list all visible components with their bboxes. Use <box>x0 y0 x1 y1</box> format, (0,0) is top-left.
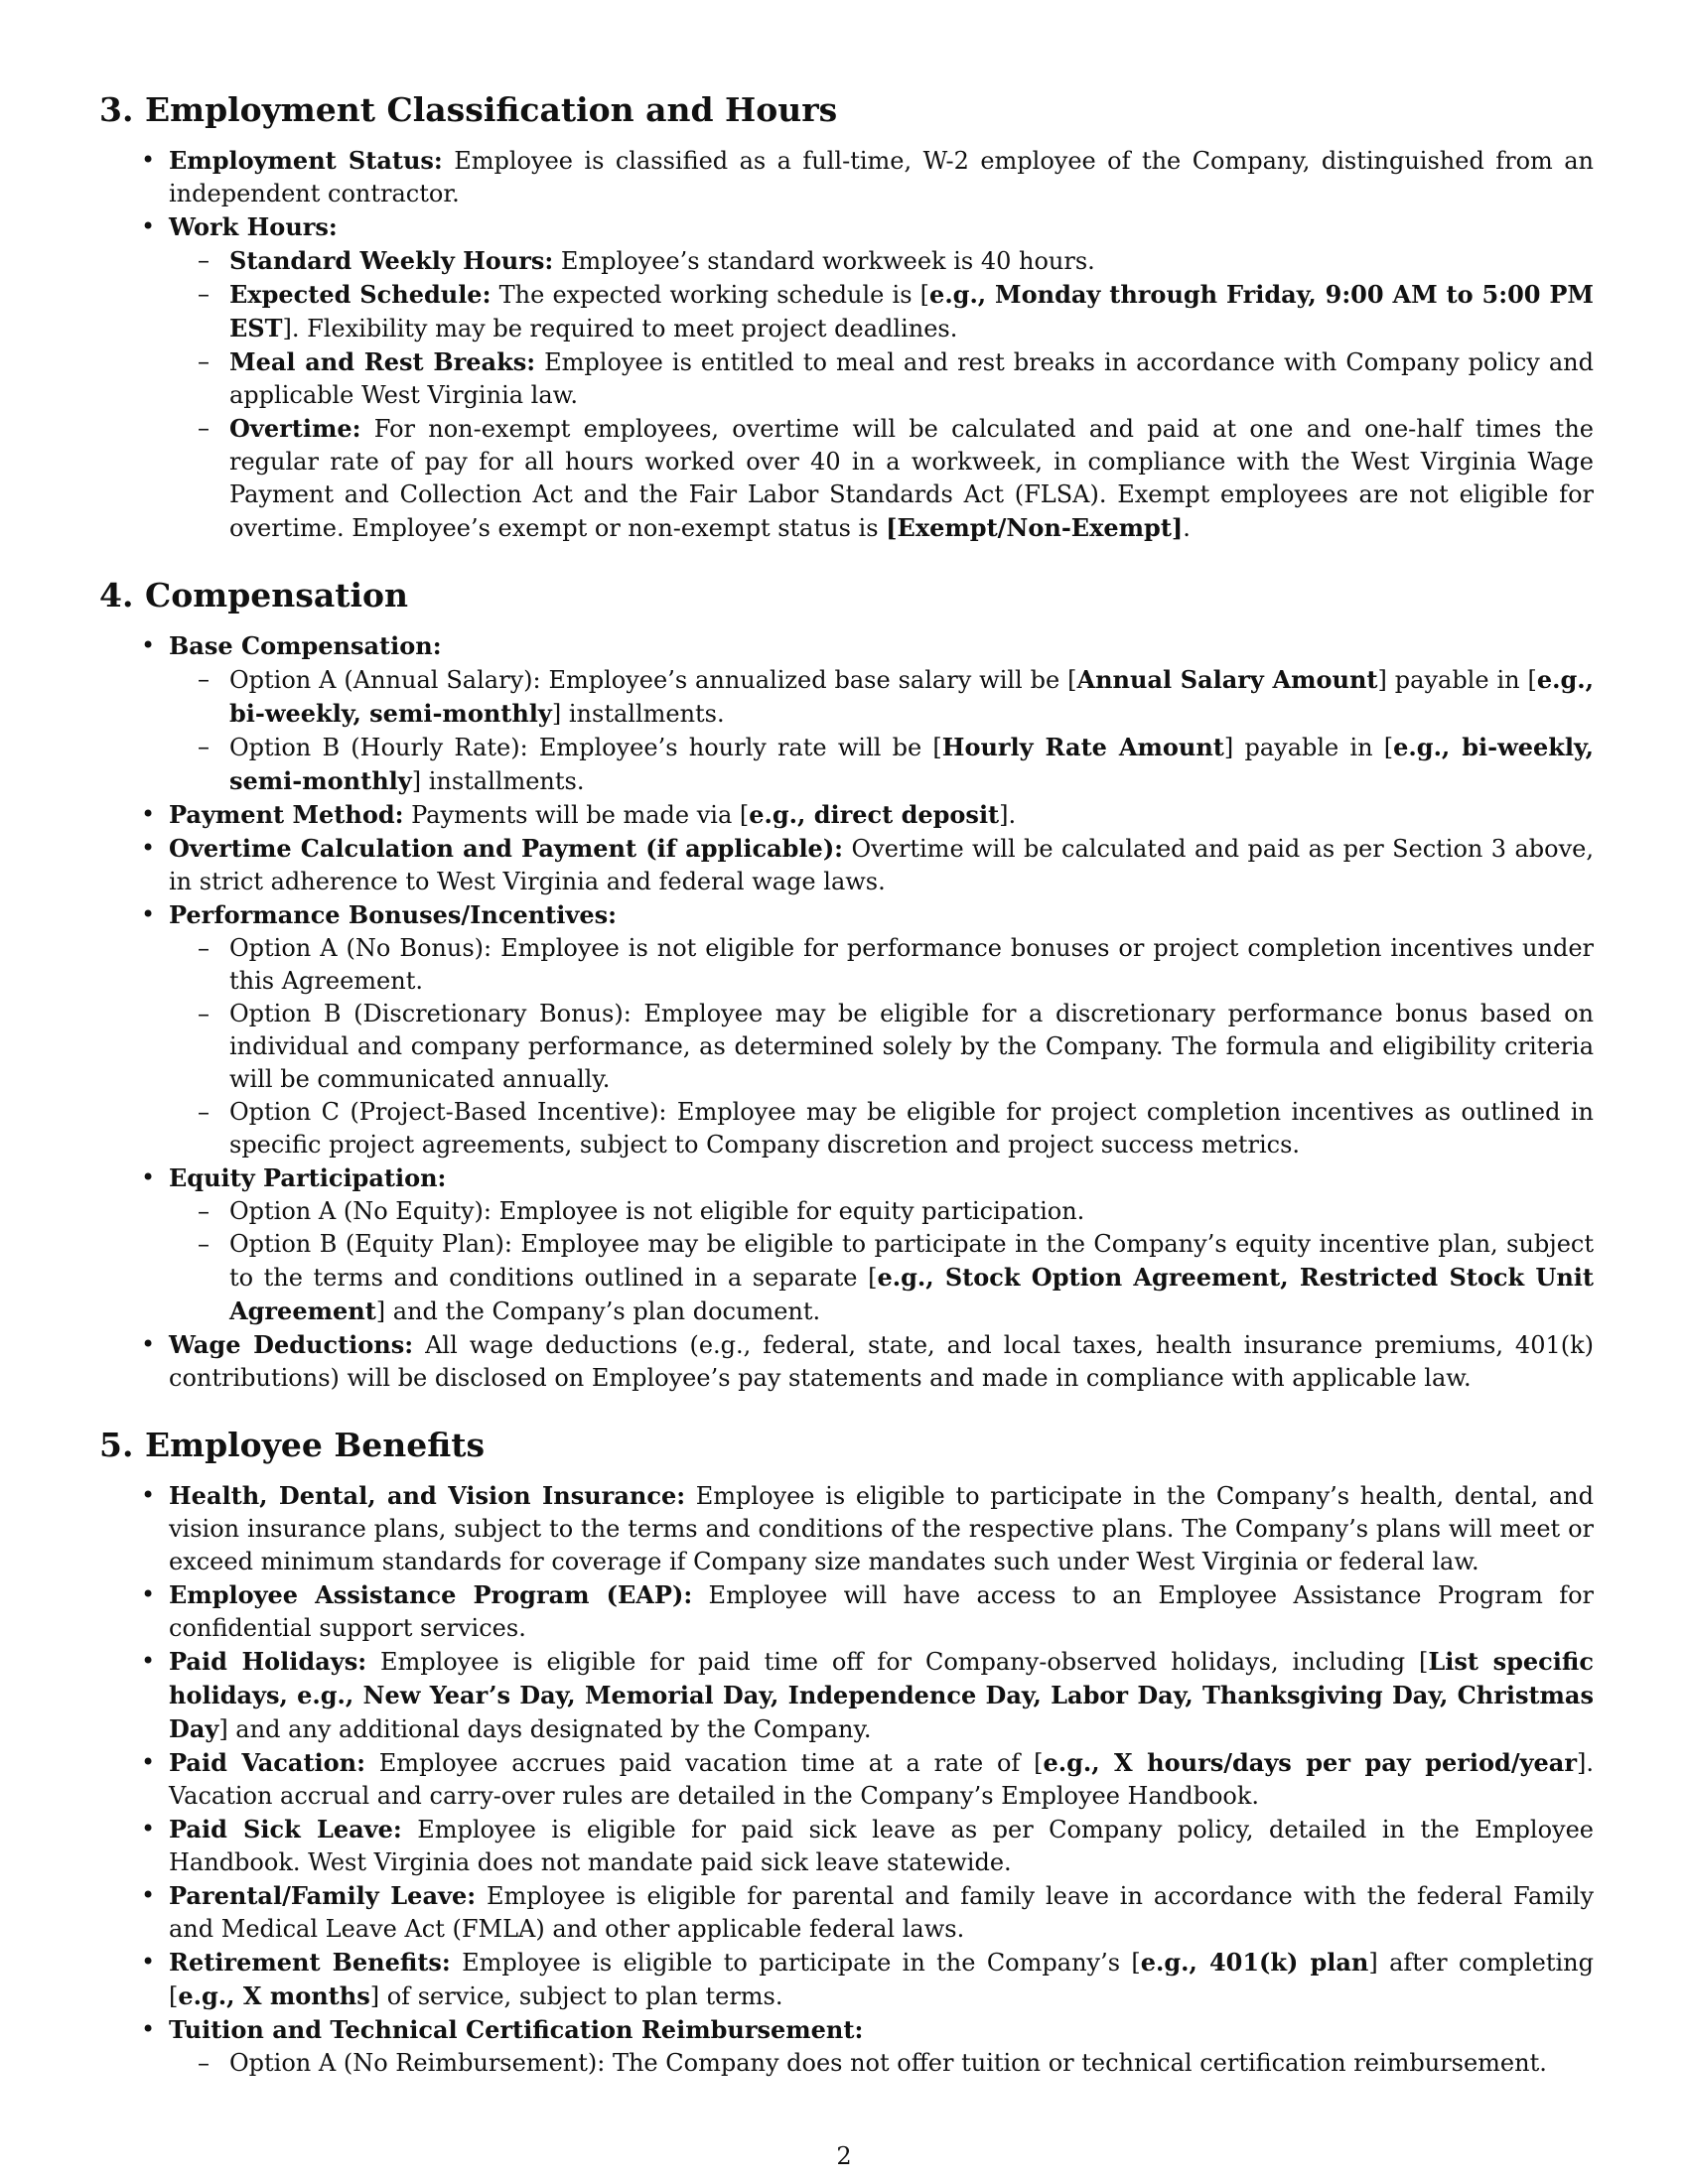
list-item: • Tuition and Technical Certification Reimbursement: – Option A (No Reimbursement): The Company does not offer tuition or technical certification reimbursement. <box>169 2013 1594 2080</box>
section-employment-classification <box>99 89 1594 545</box>
list-item: • Employee Assistance Program (EAP): Employee will have access to an Employee Assistance Program for confidential support services. <box>169 1578 1594 1645</box>
section-heading: 4. Compensation <box>99 575 408 614</box>
bullet-list <box>99 629 1594 1395</box>
page-number: 2 <box>836 2142 852 2170</box>
sub-list <box>169 244 1594 545</box>
list-item: • Equity Participation: – Option A (No Equity): Employee is not eligible for equity participation. – Option B (Equity Plan): Employee may be eligible to participate in the Company’s equity incentive plan, subject to the terms and conditions outlined in a separate [e.g., Stock Option Agreement, Restricted Stock Unit Agreement] and the Company’s plan document. <box>169 1161 1594 1328</box>
list-item: • Paid Holidays: Employee is eligible for paid time off for Company-observed holidays, including [List specific holidays, e.g., New Year’s Day, Memorial Day, Independence Day, Labor Day, Thanksgiving Day, Christmas Day] and any additional days designated by the Company. <box>169 1645 1594 1746</box>
list-item: • Paid Vacation: Employee accrues paid vacation time at a rate of [e.g., X hours/days per pay period/year]. Vacation accrual and carry-over rules are detailed in the Company’s Employee Handbook. <box>169 1746 1594 1813</box>
section-heading: 5. Employee Benefits <box>99 1425 486 1464</box>
sub-list-item: – Overtime: For non-exempt employees, overtime will be calculated and paid at one and one-half times the regular rate of pay for all hours worked over 40 in a workweek, in compliance with the West Virginia Wage Payment and Collection Act and the Fair Labor Standards Act (FLSA). Exempt employees are not eligible for overtime. Employee’s exempt or non-exempt status is [Exempt/Non-Exempt]. <box>229 412 1594 545</box>
sub-list-item: – Option C (Project-Based Incentive): Employee may be eligible for project completion incentives as outlined in specific project agreements, subject to Company discretion and project success metrics. <box>229 1096 1594 1161</box>
list-item: • Employment Status: Employee is classified as a full-time, W-2 employee of the Company, distinguished from an independent contractor. <box>169 144 1594 210</box>
list-item: • Payment Method: Payments will be made via [e.g., direct deposit]. <box>169 798 1594 832</box>
sub-list-item: – Expected Schedule: The expected working schedule is [e.g., Monday through Friday, 9:00 AM to 5:00 PM EST]. Flexibility may be required to meet project deadlines. <box>229 278 1594 345</box>
document-page <box>99 89 1594 2110</box>
list-item: • Health, Dental, and Vision Insurance: Employee is eligible to participate in the Company’s health, dental, and vision insurance plans, subject to the terms and conditions of the respective plans. The Company’s plans will meet or exceed minimum standards for coverage if Company size mandates such under West Virginia or federal law. <box>169 1479 1594 1578</box>
sub-list-item: – Option B (Equity Plan): Employee may be eligible to participate in the Company’s equity incentive plan, subject to the terms and conditions outlined in a separate [e.g., Stock Option Agreement, Restricted Stock Unit Agreement] and the Company’s plan document. <box>229 1228 1594 1328</box>
list-item: • Paid Sick Leave: Employee is eligible for paid sick leave as per Company policy, detailed in the Employee Handbook. West Virginia does not mandate paid sick leave statewide. <box>169 1813 1594 1879</box>
sub-list-item: – Option A (No Bonus): Employee is not eligible for performance bonuses or project completion incentives under this Agreement. <box>229 932 1594 998</box>
sub-list <box>169 932 1594 1161</box>
list-item: • Wage Deductions: All wage deductions (e.g., federal, state, and local taxes, health insurance premiums, 401(k) contributions) will be disclosed on Employee’s pay statements and made in compliance with applicable law. <box>169 1328 1594 1395</box>
sub-list-item: – Option B (Hourly Rate): Employee’s hourly rate will be [Hourly Rate Amount] payable in [e.g., bi-weekly, semi-monthly] installments. <box>229 731 1594 798</box>
bullet-list <box>99 144 1594 545</box>
sub-list-item: – Meal and Rest Breaks: Employee is entitled to meal and rest breaks in accordance with Company policy and applicable West Virginia law. <box>229 345 1594 412</box>
sub-list-item: – Option B (Discretionary Bonus): Employee may be eligible for a discretionary performance bonus based on individual and company performance, as determined solely by the Company. The formula and eligibility criteria will be communicated annually. <box>229 998 1594 1096</box>
sub-list-item: – Option A (Annual Salary): Employee’s annualized base salary will be [Annual Salary Amount] payable in [e.g., bi-weekly, semi-monthly] installments. <box>229 663 1594 731</box>
list-item: • Retirement Benefits: Employee is eligible to participate in the Company’s [e.g., 401(k) plan] after completing [e.g., X months] of service, subject to plan terms. <box>169 1946 1594 2013</box>
list-item: • Parental/Family Leave: Employee is eligible for parental and family leave in accordance with the federal Family and Medical Leave Act (FMLA) and other applicable federal laws. <box>169 1879 1594 1946</box>
list-item: • Work Hours: – Standard Weekly Hours: Employee’s standard workweek is 40 hours. – Expected Schedule: The expected working schedule is [e.g., Monday through Friday, 9:00 AM to 5:00 PM EST]. Flexibility may be required to meet project deadlines. – Meal and Rest Breaks: Employee is entitled to meal and rest breaks in accordance with Company policy and applicable West Virginia law. – Overtime: For non-exempt employees, overtime will be calculated and paid at one and one-half times the regular rate of pay for all hours worked over 40 in a workweek, in compliance with the West Virginia Wage Payment and Collection Act and the Fair Labor Standards Act (FLSA). Exempt employees are not eligible for overtime. Employee’s exempt or non-exempt status is [Exempt/Non-Exempt]. <box>169 210 1594 545</box>
section-compensation <box>99 575 1594 1395</box>
bullet-list <box>99 1479 1594 2080</box>
sub-list <box>169 2047 1594 2080</box>
sub-list <box>169 663 1594 798</box>
section-heading: 3. Employment Classification and Hours <box>99 90 838 129</box>
list-item: • Performance Bonuses/Incentives: – Option A (No Bonus): Employee is not eligible for performance bonuses or project completion incentives under this Agreement. – Option B (Discretionary Bonus): Employee may be eligible for a discretionary performance bonus based on individual and company performance, as determined solely by the Company. The formula and eligibility criteria will be communicated annually. – Option C (Project-Based Incentive): Employee may be eligible for project completion incentives as outlined in specific project agreements, subject to Company discretion and project success metrics. <box>169 898 1594 1161</box>
list-item: • Base Compensation: – Option A (Annual Salary): Employee’s annualized base salary will be [Annual Salary Amount] payable in [e.g., bi-weekly, semi-monthly] installments. – Option B (Hourly Rate): Employee’s hourly rate will be [Hourly Rate Amount] payable in [e.g., bi-weekly, semi-monthly] installments. <box>169 629 1594 798</box>
sub-list-item: – Option A (No Equity): Employee is not eligible for equity participation. <box>229 1195 1594 1228</box>
section-employee-benefits <box>99 1425 1594 2080</box>
sub-list-item: – Option A (No Reimbursement): The Company does not offer tuition or technical certification reimbursement. <box>229 2047 1594 2080</box>
sub-list <box>169 1195 1594 1328</box>
sub-list-item: – Standard Weekly Hours: Employee’s standard workweek is 40 hours. <box>229 244 1594 278</box>
list-item: • Overtime Calculation and Payment (if applicable): Overtime will be calculated and paid as per Section 3 above, in strict adherence to West Virginia and federal wage laws. <box>169 832 1594 898</box>
